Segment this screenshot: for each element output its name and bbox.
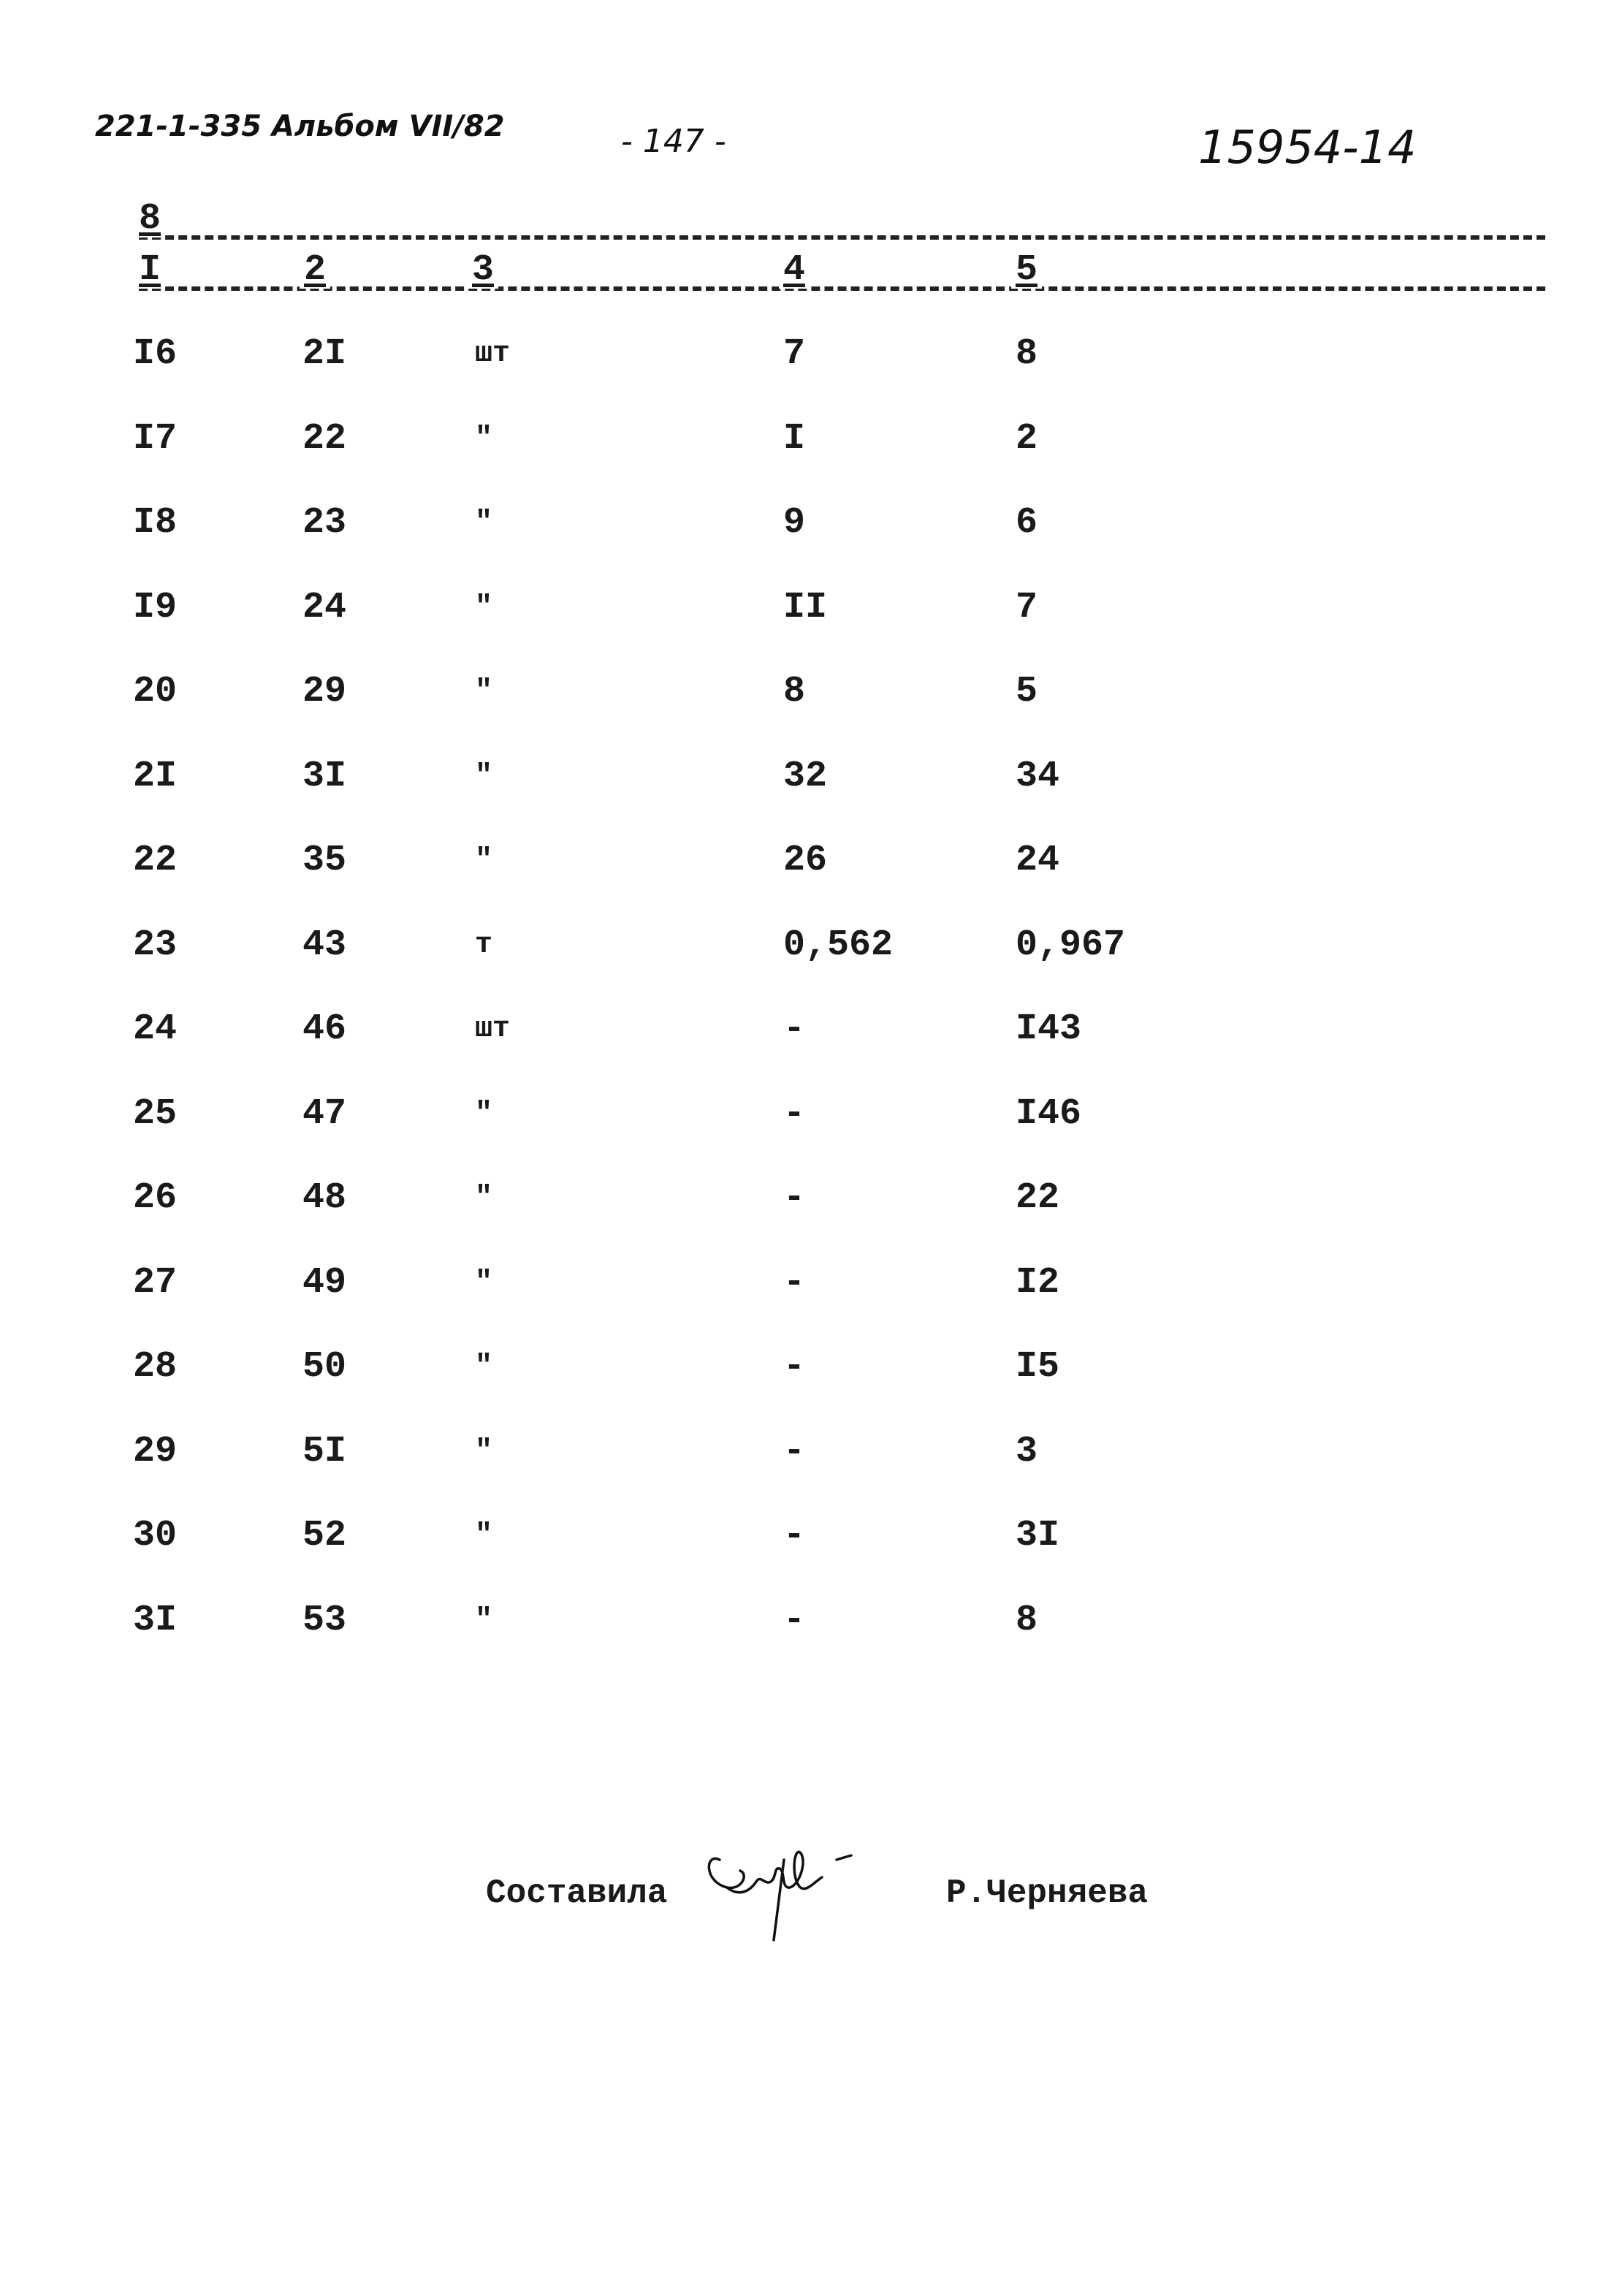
signature-block — [486, 1860, 1436, 1947]
table-row — [0, 1261, 1622, 1305]
table-cell-col-3: шт — [475, 338, 511, 370]
table-cell-col-1: 28 — [133, 1346, 178, 1388]
table-row — [0, 1008, 1622, 1052]
table-cell-col-5: I46 — [1016, 1092, 1082, 1135]
table-cell-col-4: 0,562 — [783, 924, 894, 966]
table-cell-col-4: 8 — [783, 671, 806, 712]
table-cell-col-5: 3 — [1016, 1430, 1038, 1472]
table-row — [0, 332, 1622, 376]
table-cell-col-1: I9 — [133, 586, 178, 628]
table-cell-col-5: 8 — [1016, 333, 1038, 375]
column-header-3: 3 — [468, 252, 498, 289]
table-cell-col-1: 3I — [133, 1599, 178, 1641]
table-cell-col-4: II — [783, 586, 828, 628]
doc-code: 221-1-335 Альбом VII/82 — [95, 110, 505, 143]
table-cell-col-4: - — [783, 1261, 806, 1304]
table-cell-col-1: 20 — [133, 671, 178, 712]
table-cell-col-1: 27 — [133, 1261, 178, 1304]
table-row — [0, 1092, 1622, 1136]
table-cell-col-1: 24 — [133, 1008, 178, 1050]
table-cell-col-2: 22 — [302, 417, 347, 460]
table-cell-col-2: 3I — [302, 755, 347, 797]
table-cell-col-3: " — [475, 759, 493, 793]
table-cell-col-1: I7 — [133, 417, 178, 460]
table-row — [0, 501, 1622, 545]
doc-number: 15954-14 — [1198, 121, 1417, 174]
table-cell-col-4: - — [783, 1092, 806, 1135]
page-number: - 147 - — [621, 123, 726, 160]
author-name: Р.Черняева — [946, 1874, 1149, 1912]
table-cell-col-5: 7 — [1016, 586, 1038, 628]
table-row — [0, 1514, 1622, 1558]
table-cell-col-5: I5 — [1016, 1346, 1060, 1388]
table-row — [0, 755, 1622, 799]
table-cell-col-4: 32 — [783, 755, 828, 797]
handwritten-signature — [698, 1831, 888, 1947]
table-cell-col-4: 26 — [783, 840, 828, 881]
table-cell-col-4: - — [783, 1346, 806, 1388]
table-cell-col-5: 0,967 — [1016, 924, 1126, 966]
table-cell-col-1: 26 — [133, 1177, 178, 1219]
table-cell-col-1: 30 — [133, 1515, 178, 1556]
table-cell-col-5: I43 — [1016, 1008, 1082, 1050]
column-header-1: I — [134, 252, 165, 289]
table-cell-col-3: " — [475, 844, 493, 877]
table-row — [0, 1599, 1622, 1643]
table-cell-col-2: 52 — [302, 1515, 347, 1556]
table-cell-col-4: 9 — [783, 502, 806, 544]
table-cell-col-5: 8 — [1016, 1599, 1038, 1641]
table-cell-col-2: 46 — [302, 1008, 347, 1050]
header-dashed-line-2 — [139, 286, 1545, 291]
table-cell-col-1: 22 — [133, 840, 178, 881]
table-row — [0, 586, 1622, 630]
table-cell-col-3: " — [475, 422, 493, 455]
table-row — [0, 1430, 1622, 1474]
table-cell-col-3: " — [475, 1603, 493, 1637]
table-cell-col-4: - — [783, 1515, 806, 1556]
table-cell-col-3: шт — [475, 1013, 511, 1046]
table-cell-col-5: 3I — [1016, 1515, 1060, 1556]
table-cell-col-3: " — [475, 1519, 493, 1552]
table-cell-col-4: - — [783, 1177, 806, 1219]
table-cell-col-5: 5 — [1016, 671, 1038, 712]
table-cell-col-4: 7 — [783, 333, 806, 375]
table-cell-col-1: 29 — [133, 1430, 178, 1472]
table-cell-col-1: 25 — [133, 1092, 178, 1135]
table-cell-col-4: I — [783, 417, 806, 460]
table-cell-col-5: 24 — [1016, 840, 1060, 881]
table-cell-col-3: " — [475, 506, 493, 539]
table-cell-col-3: " — [475, 1434, 493, 1468]
table-cell-col-2: 35 — [302, 840, 347, 881]
header-dashed-line-1 — [139, 235, 1545, 240]
table-cell-col-2: 48 — [302, 1177, 347, 1219]
table-row — [0, 670, 1622, 714]
table-row — [0, 924, 1622, 968]
table-row — [0, 1176, 1622, 1220]
table-cell-col-5: 6 — [1016, 502, 1038, 544]
table-cell-col-2: 53 — [302, 1599, 347, 1641]
table-cell-col-1: 2I — [133, 755, 178, 797]
column-header-4: 4 — [779, 252, 810, 289]
table-cell-col-4: - — [783, 1599, 806, 1641]
table-row — [0, 417, 1622, 461]
table-cell-col-2: 2I — [302, 333, 347, 375]
table-cell-col-5: 2 — [1016, 417, 1038, 460]
compiled-by-label: Составила — [486, 1874, 668, 1912]
table-cell-col-1: I6 — [133, 333, 178, 375]
table-cell-col-5: I2 — [1016, 1261, 1060, 1304]
table-row — [0, 839, 1622, 883]
table-row — [0, 1345, 1622, 1389]
table-cell-col-1: 23 — [133, 924, 178, 966]
table-cell-col-2: 29 — [302, 671, 347, 712]
table-cell-col-2: 24 — [302, 586, 347, 628]
table-cell-col-2: 49 — [302, 1261, 347, 1304]
table-cell-col-2: 23 — [302, 502, 347, 544]
table-cell-col-1: I8 — [133, 502, 178, 544]
table-cell-col-3: " — [475, 1266, 493, 1299]
table-cell-col-3: " — [475, 1097, 493, 1130]
table-cell-col-5: 22 — [1016, 1177, 1060, 1219]
table-cell-col-3: " — [475, 590, 493, 624]
column-header-5: 5 — [1011, 252, 1042, 289]
table-cell-col-4: - — [783, 1430, 806, 1472]
table-cell-col-2: 43 — [302, 924, 347, 966]
table-cell-col-3: " — [475, 1182, 493, 1214]
table-cell-col-3: " — [475, 1350, 493, 1383]
section-number: 8 — [134, 201, 165, 237]
column-header-2: 2 — [300, 252, 330, 289]
table-cell-col-4: - — [783, 1008, 806, 1050]
table-cell-col-2: 50 — [302, 1346, 347, 1388]
table-cell-col-2: 47 — [302, 1092, 347, 1135]
table-cell-col-3: " — [475, 675, 493, 708]
table-cell-col-2: 5I — [302, 1430, 347, 1472]
table-cell-col-5: 34 — [1016, 755, 1060, 797]
table-cell-col-3: т — [475, 928, 493, 962]
